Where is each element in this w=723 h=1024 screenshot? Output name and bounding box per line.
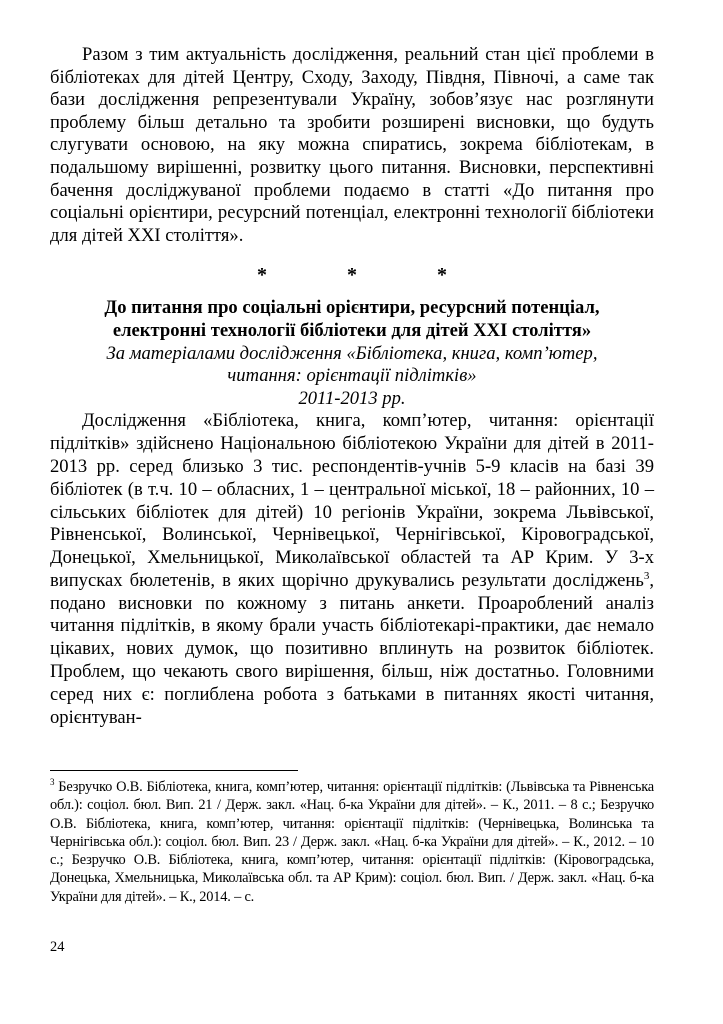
article-subtitle-years: 2011-2013 рр.: [298, 387, 406, 409]
intro-paragraph: Разом з тим актуальність дослідження, реальний стан цієї проблеми в бібліотеках для дітей Центру, Сходу, Заходу, Півдня, Півночі, а саме так бази дослідження репрезентували Україну, зобов’язує нас розглянути проблему більш детально та зробити розширені висновки, що будуть слугувати основою, на яку можна спиратись, зокрема бібліотекам, в подальшому вирішенні, розвитку цього питання. Висновки, перспективні бачення досліджуваної проблеми подаємо в статті «До питання про соціальні орієнтири, ресурсний потенціал, електронні технології бібліотеки для дітей ХХІ століття».: [50, 44, 654, 246]
body-paragraph: [50, 410, 654, 729]
body-text-part2: , подано висновки по кожному з питань анкети. Проароблений аналіз читання підлітків, в якому брали участь бібліотекарі-практики, дає немало цікавих, нових думок, що позитивно вплинуть на розвиток бібліотек. Проблем, що чекають свого вирішення, більш, ніж достатньо. Головними серед них є: поглиблена робота з батьками в питаннях якості читання, орієнтуван-: [50, 569, 654, 728]
separator-star: *: [437, 264, 447, 287]
footnote-reference: 3: [643, 569, 650, 582]
article-subtitle: [50, 343, 654, 411]
body-text-part1: Дослідження «Бібліотека, книга, комп’ютер, читання: орієнтації підлітків» здійснено Національною бібліотекою України для дітей в 2011-2013 рр. серед близько 3 тис. респондентів-учнів 5-9 класів на базі 39 бібліотек (в т.ч. 10 – обласних, 1 – центральної міської, 18 – районних, 10 – сільських бібліотек для дітей) 10 регіонів України, зокрема Львівської, Рівненської, Волинської, Чернівецької, Чернігівської, Кіровоградської, Донецької, Хмельницької, Миколаївської областей та АР Крим. У 3-х випусках бюлетенів, в яких щорічно друкувались результати досліджень: [50, 410, 654, 591]
article-title-line: До питання про соціальні орієнтири, ресурсний потенціал,: [104, 297, 600, 319]
article-title: [50, 297, 654, 342]
section-separator: [50, 263, 654, 287]
footnote-marker: 3: [50, 777, 55, 788]
footnote: [50, 778, 654, 906]
footnote-text: Безручко О.В. Бібліотека, книга, комп’ютер, читання: орієнтації підлітків: (Львівська та Рівненська обл.): соціол. бюл. Вип. 21 / Держ. закл. «Нац. б-ка України для дітей». – К., 2011. – 8 с.; Безручко О.В. Бібліотека, книга, комп’ютер, читання: орієнтації підлітків: (Чернівецька, Волинська та Чернігівська обл.): соціол. бюл. Вип. 23 / Держ. закл. «Нац. б-ка України для дітей». – К., 2012. – 10 с.; Безручко О.В. Бібліотека, книга, комп’ютер, читання: орієнтації підлітків: (Кіровоградська, Донецька, Хмельницька, Миколаївська обл. та АР Крим): соціол. бюл. Вип. / Держ. закл. «Нац. б-ка України для дітей». – К., 2014. – с.: [50, 779, 654, 905]
separator-star: *: [257, 264, 267, 287]
article-title-line: електронні технології бібліотеки для дітей ХХІ століття»: [112, 319, 592, 341]
page-number: 24: [50, 939, 65, 955]
separator-star: *: [347, 264, 357, 287]
article-subtitle-line: читання: орієнтації підлітків»: [227, 365, 477, 387]
article-subtitle-line: За матеріалами дослідження «Бібліотека, книга, комп’ютер,: [106, 342, 598, 364]
page-content: [50, 44, 654, 729]
footnote-divider: [50, 770, 298, 771]
